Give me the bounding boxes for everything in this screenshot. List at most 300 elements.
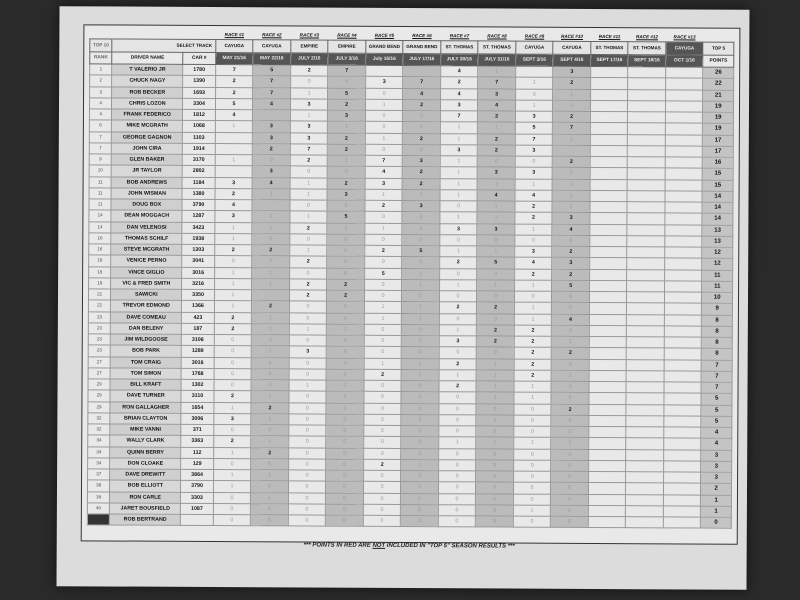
race-points: 0: [289, 402, 327, 413]
race-date: SEPT 4/16: [553, 54, 591, 66]
race-points: 0: [365, 212, 403, 223]
race-points: 0: [252, 233, 290, 244]
race-points: 0: [326, 459, 364, 470]
race-points: 0: [551, 381, 589, 392]
race-points: [627, 325, 665, 336]
race-points: [590, 258, 628, 269]
race-points: 4: [215, 110, 253, 121]
rank-cell: 29: [88, 390, 110, 401]
race-points: 3: [515, 145, 553, 156]
race-points: 0: [289, 267, 327, 278]
race-points: 0: [289, 369, 327, 380]
race-points: 1: [477, 280, 515, 291]
car-number: 3790: [181, 481, 214, 492]
race-number: RACE #10: [560, 33, 583, 39]
race-points: 1: [402, 313, 440, 324]
race-points: 0: [402, 335, 440, 346]
race-points: 1: [476, 392, 514, 403]
race-points: 0: [326, 391, 364, 402]
race-points: 1: [289, 324, 327, 335]
race-points: 3: [215, 177, 253, 188]
driver-name: BOB PARK: [110, 345, 181, 357]
race-points: 0: [438, 493, 476, 504]
race-points: [665, 168, 703, 179]
race-points: [665, 224, 703, 235]
race-points: 0: [438, 504, 476, 515]
race-points: 1: [440, 167, 478, 178]
race-points: [215, 166, 253, 177]
race-points: [627, 190, 665, 201]
total-points: 19: [703, 123, 734, 134]
race-points: 0: [403, 122, 441, 133]
car-header: CAR #: [183, 52, 216, 64]
race-points: 0: [288, 459, 326, 470]
total-points: 8: [702, 348, 733, 359]
race-points: [516, 66, 554, 77]
car-number: 3041: [182, 256, 215, 267]
total-points: 0: [701, 517, 732, 528]
race-points: 1: [553, 89, 591, 100]
car-number: 1938: [182, 233, 215, 244]
race-points: 0: [326, 470, 364, 481]
total-points: 3: [701, 450, 732, 461]
race-points: 0: [364, 437, 402, 448]
driver-name: TOM CRAIG: [110, 356, 181, 368]
race-points: 3: [365, 178, 403, 189]
race-points: 1: [401, 369, 439, 380]
race-points: 4: [552, 314, 590, 325]
rank-cell: 16: [89, 244, 111, 255]
race-points: 2: [439, 302, 477, 313]
car-number: 3016: [182, 267, 215, 278]
race-points: [590, 123, 628, 134]
car-number: 371: [181, 424, 214, 435]
race-points: 1: [513, 505, 551, 516]
race-points: 2: [553, 156, 591, 167]
race-points: 1: [402, 268, 440, 279]
race-points: [627, 179, 665, 190]
race-points: [626, 517, 664, 528]
driver-name: MIKE MCGRATH: [112, 120, 183, 132]
race-points: 2: [478, 133, 516, 144]
race-points: 0: [288, 492, 326, 503]
race-points: 0: [252, 155, 290, 166]
race-points: 7: [515, 134, 553, 145]
race-points: [589, 370, 627, 381]
race-points: 0: [251, 458, 289, 469]
race-points: 7: [478, 77, 516, 88]
race-points: 2: [402, 167, 440, 178]
race-points: 1: [440, 212, 478, 223]
race-points: 0: [552, 291, 590, 302]
race-points: [665, 236, 703, 247]
race-points: [666, 67, 704, 78]
race-points: [589, 336, 627, 347]
race-points: 1: [252, 278, 290, 289]
race-points: 0: [327, 335, 365, 346]
race-points: 0: [213, 503, 251, 514]
race-points: 0: [289, 312, 327, 323]
race-points: [590, 246, 628, 257]
car-number: 1654: [181, 402, 214, 413]
corner-blank: [112, 30, 183, 39]
race-points: 0: [403, 110, 441, 121]
race-points: 0: [326, 403, 364, 414]
driver-name: ROB BERTRAND: [110, 514, 181, 526]
race-points: 0: [289, 414, 327, 425]
race-points: [664, 427, 702, 438]
rank-cell: 16: [89, 233, 111, 244]
total-points: 11: [702, 270, 733, 281]
race-points: 7: [253, 76, 291, 87]
race-points: 3: [290, 99, 328, 110]
race-points: 1: [290, 177, 328, 188]
race-points: 4: [440, 66, 478, 77]
race-points: [589, 393, 627, 404]
race-points: 0: [551, 393, 589, 404]
race-points: 3: [552, 213, 590, 224]
race-points: [628, 134, 666, 145]
race-date: July 16/16: [366, 53, 404, 65]
total-points: 26: [703, 67, 734, 78]
race-points: [665, 247, 703, 258]
race-points: [628, 100, 666, 111]
standings-body: [87, 30, 734, 528]
race-points: 2: [251, 402, 289, 413]
rank-cell: 11: [89, 176, 111, 187]
race-points: 2: [289, 290, 327, 301]
driver-name: JARET BOUSFIELD: [110, 503, 181, 515]
race-points: 0: [363, 504, 401, 515]
race-points: 1: [515, 100, 553, 111]
race-points: 2: [552, 246, 590, 257]
race-points: [627, 359, 665, 370]
total-points: 22: [703, 78, 734, 89]
race-points: 2: [327, 279, 365, 290]
race-points: 0: [514, 426, 552, 437]
race-points: 0: [289, 391, 327, 402]
race-points: 1: [252, 267, 290, 278]
race-points: 1: [476, 381, 514, 392]
race-points: 0: [514, 415, 552, 426]
driver-name: DEAN MOGGACH: [111, 210, 182, 222]
race-points: 0: [214, 425, 252, 436]
race-points: 2: [289, 256, 327, 267]
race-points: 2: [514, 325, 552, 336]
race-points: 0: [290, 166, 328, 177]
total-points: 5: [701, 405, 732, 416]
race-points: 0: [327, 301, 365, 312]
race-points: 3: [552, 258, 590, 269]
rank-cell: 32: [88, 413, 110, 424]
driver-name: BOB ANDREWS: [111, 176, 182, 188]
race-points: 0: [252, 256, 290, 267]
race-points: 0: [513, 494, 551, 505]
race-points: 1: [328, 121, 366, 132]
total-points: 17: [703, 146, 734, 157]
race-points: 0: [327, 166, 365, 177]
race-points: 0: [438, 482, 476, 493]
race-points: [215, 143, 253, 154]
race-points: 3: [327, 189, 365, 200]
track-name: ST. THOMAS: [478, 41, 516, 54]
race-points: 0: [327, 268, 365, 279]
race-points: 1: [440, 189, 478, 200]
race-date: JULY 2/16: [290, 53, 328, 65]
car-number: 1914: [183, 143, 216, 154]
race-points: 7: [253, 87, 291, 98]
race-points: 2: [214, 323, 252, 334]
corner-blank: [183, 31, 215, 40]
driver-name: VIC & FRED SMITH: [111, 278, 182, 290]
race-points: 0: [326, 436, 364, 447]
track-name: EMPIRE: [328, 40, 366, 53]
total-points: 14: [702, 191, 733, 202]
rank-cell: 40: [87, 503, 109, 514]
race-points: 0: [476, 471, 514, 482]
race-points: 0: [402, 212, 440, 223]
race-points: 3: [328, 110, 366, 121]
race-points: 0: [439, 403, 477, 414]
rank-cell: 23: [88, 334, 110, 345]
driver-name: TREVOR EDMOND: [111, 300, 182, 312]
race-points: 0: [289, 425, 327, 436]
race-points: 0: [328, 76, 366, 87]
race-points: 3: [253, 132, 291, 143]
car-number: 423: [182, 312, 215, 323]
race-points: 2: [252, 245, 290, 256]
track-name: ST. THOMAS: [591, 41, 629, 54]
race-points: [627, 224, 665, 235]
race-points: 0: [289, 301, 327, 312]
race-points: [665, 123, 703, 134]
race-points: [664, 281, 702, 292]
track-name: GRAND BEND: [403, 40, 441, 53]
race-points: 0: [213, 492, 251, 503]
race-points: 5: [328, 88, 366, 99]
race-points: [588, 494, 626, 505]
race-points: 0: [552, 303, 590, 314]
car-number: 3350: [182, 289, 215, 300]
total-points: 4: [701, 438, 732, 449]
race-points: 1: [514, 437, 552, 448]
total-points: 5: [701, 393, 732, 404]
race-points: [627, 337, 665, 348]
rank-cell: 32: [88, 424, 110, 435]
total-points: 13: [702, 225, 733, 236]
race-points: [664, 461, 702, 472]
race-points: 2: [439, 257, 477, 268]
car-number: 1366: [182, 301, 215, 312]
race-points: 0: [290, 76, 328, 87]
race-points: 2: [477, 302, 515, 313]
race-points: 1: [252, 188, 290, 199]
race-points: [628, 78, 666, 89]
race-points: 0: [364, 414, 402, 425]
race-points: 0: [326, 425, 364, 436]
race-points: 1: [514, 314, 552, 325]
driver-name: VINCE GIGLIO: [111, 266, 182, 278]
race-points: 1: [478, 66, 516, 77]
race-points: 3: [477, 167, 515, 178]
race-points: 1: [290, 110, 328, 121]
race-points: [403, 65, 441, 76]
track-name: CAYUGA: [666, 42, 704, 55]
race-points: 7: [440, 111, 478, 122]
race-points: 2: [478, 111, 516, 122]
race-points: 5: [515, 122, 553, 133]
race-points: 0: [551, 449, 589, 460]
race-points: 0: [439, 268, 477, 279]
race-points: 0: [214, 346, 252, 357]
race-points: [588, 471, 626, 482]
driver-row: [87, 514, 731, 529]
race-points: [590, 111, 628, 122]
race-points: 1: [364, 358, 402, 369]
race-points: 0: [477, 235, 515, 246]
race-points: 7: [290, 144, 328, 155]
race-points: 2: [403, 133, 441, 144]
race-points: 2: [328, 99, 366, 110]
race-points: 0: [364, 403, 402, 414]
driver-name: SAWICKI: [111, 289, 182, 301]
race-points: 5: [215, 98, 253, 109]
race-points: 1: [439, 279, 477, 290]
rank-cell: 37: [88, 469, 110, 480]
race-date: SEPT 3/16: [516, 54, 554, 66]
race-points: 0: [214, 357, 252, 368]
race-points: [665, 179, 703, 190]
race-points: [627, 202, 665, 213]
driver-name: BILL KRAFT: [110, 379, 181, 391]
race-points: [626, 393, 664, 404]
race-points: [253, 110, 291, 121]
race-points: 3: [553, 66, 591, 77]
race-points: 0: [439, 426, 477, 437]
race-points: [665, 134, 703, 145]
race-points: [664, 382, 702, 393]
race-points: 5: [552, 280, 590, 291]
race-points: 0: [401, 403, 439, 414]
total-points: 19: [703, 101, 734, 112]
race-points: [627, 247, 665, 258]
race-points: [626, 415, 664, 426]
total-points: 14: [702, 213, 733, 224]
track-name: GRAND BEND: [366, 40, 404, 53]
race-points: 1: [251, 492, 289, 503]
race-points: 2: [514, 336, 552, 347]
standings-frame: [81, 24, 741, 550]
total-points: 12: [702, 258, 733, 269]
driver-name: JIM WILDGOOSE: [111, 334, 182, 346]
driver-name: GEORGE GAGNON: [112, 131, 183, 143]
rank-cell: 21: [88, 300, 110, 311]
rank-cell: 18: [89, 255, 111, 266]
race-points: 3: [214, 413, 252, 424]
race-points: 4: [253, 98, 291, 109]
race-points: 1: [478, 122, 516, 133]
race-number: RACE #9: [524, 33, 545, 39]
race-points: 0: [288, 470, 326, 481]
race-points: 0: [326, 515, 364, 526]
race-points: 1: [214, 402, 252, 413]
race-points: 1: [327, 155, 365, 166]
car-number: 3216: [182, 278, 215, 289]
race-points: 1: [551, 370, 589, 381]
race-points: 2: [551, 404, 589, 415]
race-points: [589, 404, 627, 415]
race-points: 0: [290, 200, 328, 211]
car-number: 3423: [182, 222, 215, 233]
race-points: 3: [515, 111, 553, 122]
race-points: 1: [327, 223, 365, 234]
race-points: [665, 202, 703, 213]
race-points: 0: [476, 516, 514, 527]
car-number: 3363: [181, 436, 214, 447]
race-points: 0: [401, 515, 439, 526]
race-points: 0: [438, 471, 476, 482]
race-points: 0: [552, 325, 590, 336]
car-number: 3864: [181, 469, 214, 480]
race-points: 0: [515, 235, 553, 246]
race-points: 0: [402, 223, 440, 234]
race-points: [665, 269, 703, 280]
race-points: 0: [289, 357, 327, 368]
total-points: 4: [701, 427, 732, 438]
track-name: CAYUGA: [253, 40, 291, 53]
race-points: 3: [253, 121, 291, 132]
race-points: 3: [290, 121, 328, 132]
race-points: 2: [214, 391, 252, 402]
race-points: [663, 506, 701, 517]
race-points: 0: [477, 313, 515, 324]
race-points: 0: [551, 460, 589, 471]
race-points: 2: [215, 87, 253, 98]
race-points: 0: [364, 257, 402, 268]
race-points: 2: [553, 111, 591, 122]
race-points: 4: [552, 224, 590, 235]
race-points: [628, 157, 666, 168]
race-points: 3: [439, 336, 477, 347]
race-points: 2: [213, 436, 251, 447]
race-points: 1: [327, 324, 365, 335]
driver-name: JOHN WISMAN: [111, 188, 182, 200]
race-points: 2: [364, 369, 402, 380]
race-points: [215, 132, 253, 143]
race-points: 0: [326, 369, 364, 380]
rank-cell: 7: [89, 131, 111, 142]
race-points: 2: [328, 133, 366, 144]
footer-not: NOT: [372, 542, 386, 549]
race-points: [590, 235, 628, 246]
race-points: 4: [403, 88, 441, 99]
driver-name: RON GALLAGHER: [110, 401, 181, 413]
car-number: 3006: [181, 413, 214, 424]
driver-name: DOUG BOX: [111, 199, 182, 211]
race-points: [365, 65, 403, 76]
race-points: [627, 269, 665, 280]
car-number: 1068: [183, 121, 216, 132]
car-number: 1289: [181, 346, 214, 357]
race-points: 0: [438, 448, 476, 459]
race-number: RACE #1: [224, 32, 245, 38]
race-points: [626, 494, 664, 505]
race-points: [665, 213, 703, 224]
race-points: 1: [515, 224, 553, 235]
race-points: [663, 517, 701, 528]
rank-cell: 18: [89, 278, 111, 289]
race-points: 1: [440, 246, 478, 257]
